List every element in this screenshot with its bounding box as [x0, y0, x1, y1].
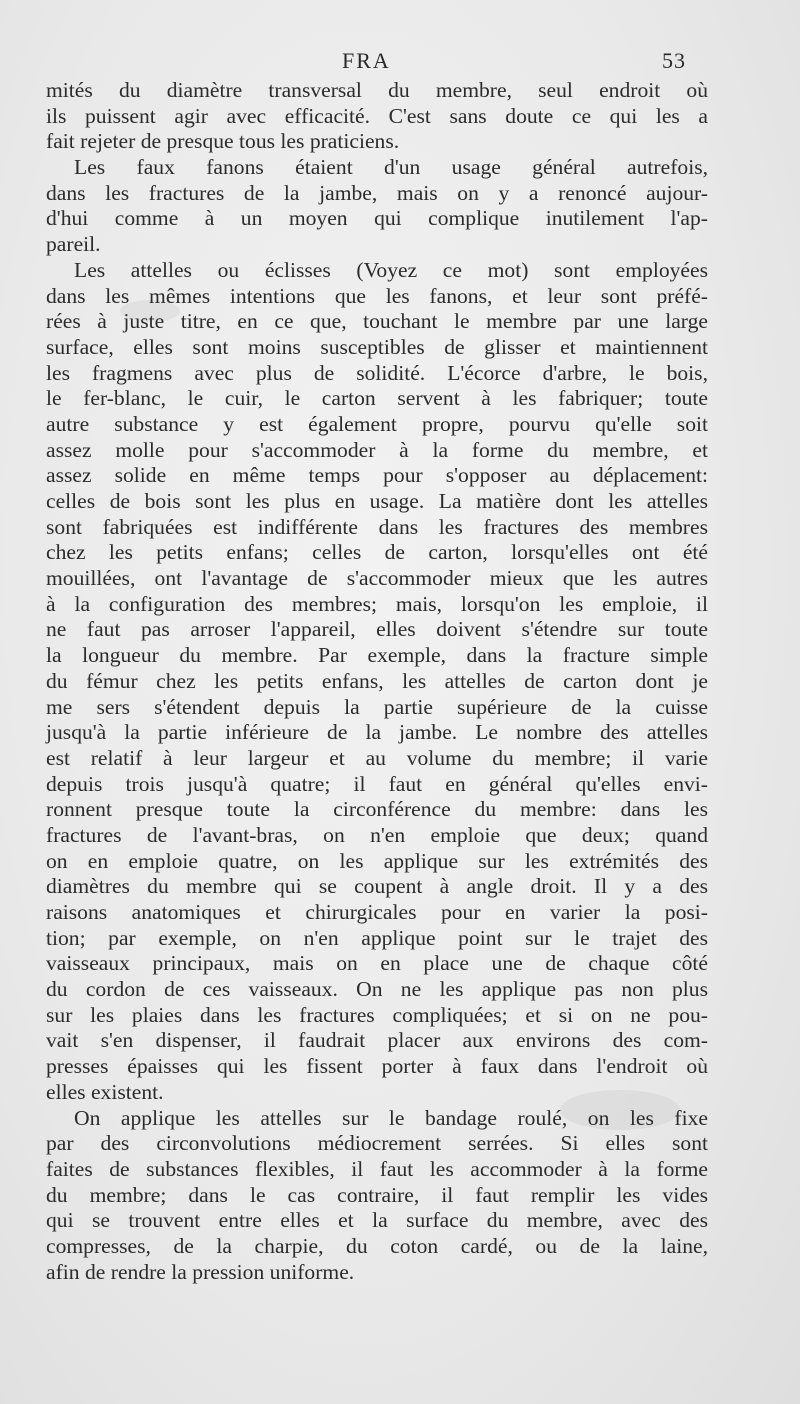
running-head: FRA [342, 48, 391, 73]
text-line: est relatif à leur largeur et au volume du membre; il varie [46, 745, 708, 770]
page-number: 53 [662, 48, 686, 73]
text-line: surface, elles sont moins susceptibles de glisser et maintiennent [46, 334, 708, 359]
text-line: fait rejeter de presque tous les praticiens. [46, 129, 400, 154]
text-line: sur les plaies dans les fractures compliquées; et si on ne pou- [46, 1002, 708, 1027]
text-line: d'hui comme à un moyen qui complique inutilement l'ap- [46, 206, 708, 231]
text-line: assez solide en même temps pour s'opposer au déplacement: [46, 463, 708, 488]
text-line: On applique les attelles sur le bandage roulé, on les fixe [74, 1105, 708, 1130]
text-line: elles existent. [46, 1079, 164, 1104]
paragraph [46, 258, 708, 1106]
text-line: ronnent presque toute la circonférence du membre: dans les [46, 797, 708, 822]
text-line: dans les fractures de la jambe, mais on y a renoncé aujour- [46, 180, 708, 205]
text-line: chez les petits enfans; celles de carton, lorsqu'elles ont été [46, 540, 708, 565]
text-line: mités du diamètre transversal du membre, seul endroit où [46, 78, 708, 102]
text-line: faites de substances flexibles, il faut les accommoder à la forme [46, 1156, 708, 1181]
text-line: diamètres du membre qui se coupent à angle droit. Il y a des [46, 874, 708, 899]
text-line: du fémur chez les petits enfans, les attelles de carton dont je [46, 668, 708, 693]
text-line: assez molle pour s'accommoder à la forme du membre, et [46, 437, 708, 462]
text-line: la longueur du membre. Par exemple, dans la fracture simple [46, 643, 708, 668]
text-line: tion; par exemple, on n'en applique point sur le trajet des [46, 925, 708, 950]
text-line: par des circonvolutions médiocrement serrées. Si elles sont [46, 1131, 708, 1156]
text-line: jusqu'à la partie inférieure de la jambe. Le nombre des attelles [46, 720, 708, 745]
text-line: Les attelles ou éclisses (Voyez ce mot) sont employées [74, 257, 708, 282]
paragraph [46, 78, 708, 155]
text-line: autre substance y est également propre, pourvu qu'elle soit [46, 411, 708, 436]
text-line: dans les mêmes intentions que les fanons, et leur sont préfé- [46, 283, 708, 308]
text-line: ils puissent agir avec efficacité. C'est sans doute ce qui les a [46, 103, 708, 128]
text-line: du membre; dans le cas contraire, il faut remplir les vides [46, 1182, 708, 1207]
text-line: celles de bois sont les plus en usage. La matière dont les attelles [46, 489, 708, 513]
text-line: vait s'en dispenser, il faudrait placer aux environs des com- [46, 1028, 708, 1053]
body-text [46, 78, 708, 1285]
text-line: me sers s'étendent depuis la partie supérieure de la cuisse [46, 694, 708, 719]
text-line: qui se trouvent entre elles et la surface du membre, avec des [46, 1208, 708, 1233]
page-header [0, 48, 800, 78]
text-line: compresses, de la charpie, du coton cardé, ou de la laine, [46, 1233, 708, 1258]
text-line: Les faux fanons étaient d'un usage général autrefois, [74, 155, 708, 180]
text-line: presses épaisses qui les fissent porter à faux dans l'endroit où [46, 1054, 708, 1079]
text-line: ne faut pas arroser l'appareil, elles doivent s'étendre sur toute [46, 617, 708, 642]
paragraph [46, 155, 708, 258]
text-line: fractures de l'avant-bras, on n'en emploie que deux; quand [46, 822, 708, 847]
text-line: raisons anatomiques et chirurgicales pour en varier la posi- [46, 900, 708, 924]
text-line: mouillées, ont l'avantage de s'accommoder mieux que les autres [46, 566, 708, 591]
text-line: vaisseaux principaux, mais on en place une de chaque côté [46, 951, 708, 976]
text-line: afin de rendre la pression uniforme. [46, 1259, 355, 1284]
text-line: les fragmens avec plus de solidité. L'écorce d'arbre, le bois, [46, 360, 708, 385]
text-line: à la configuration des membres; mais, lorsqu'on les emploie, il [46, 591, 708, 616]
text-line: du cordon de ces vaisseaux. On ne les applique pas non plus [46, 977, 708, 1002]
paragraph [46, 1106, 708, 1286]
text-line: pareil. [46, 232, 101, 257]
text-line: on en emploie quatre, on les applique sur les extrémités des [46, 848, 708, 873]
text-line: le fer-blanc, le cuir, le carton servent à les fabriquer; toute [46, 386, 708, 411]
text-line: depuis trois jusqu'à quatre; il faut en général qu'elles envi- [46, 771, 708, 796]
text-line: sont fabriquées est indifférente dans les fractures des membres [46, 514, 708, 539]
text-line: rées à juste titre, en ce que, touchant le membre par une large [46, 309, 708, 334]
